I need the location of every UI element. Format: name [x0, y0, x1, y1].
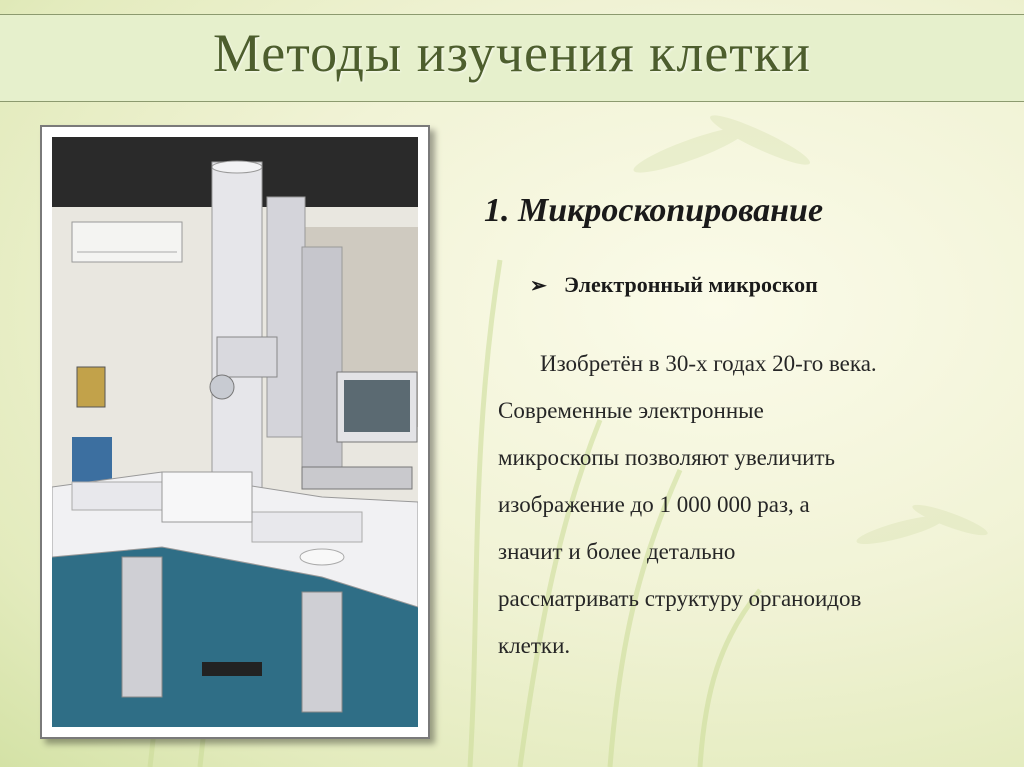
- body-paragraph: [498, 340, 978, 669]
- body-line: Современные электронные: [498, 398, 764, 423]
- section-heading: 1. Микроскопирование: [484, 192, 824, 229]
- body-line: микроскопы позволяют увеличить: [498, 445, 836, 470]
- bullet-text: Электронный микроскоп: [564, 272, 818, 297]
- arrow-bullet-icon: ➢: [530, 275, 547, 297]
- bullet-item: [530, 272, 818, 298]
- body-line: Изобретён в 30-х годах 20-го века.: [540, 351, 877, 376]
- body-line: клетки.: [498, 633, 571, 658]
- slide-title: Методы изучения клетки: [212, 23, 812, 83]
- electron-microscope-image: [52, 137, 418, 727]
- microscope-photo-frame: [40, 125, 430, 739]
- body-line: рассматривать структуру органоидов: [498, 586, 862, 611]
- body-line: значит и более детально: [498, 539, 736, 564]
- body-line: изображение до 1 000 000 раз, а: [498, 492, 810, 517]
